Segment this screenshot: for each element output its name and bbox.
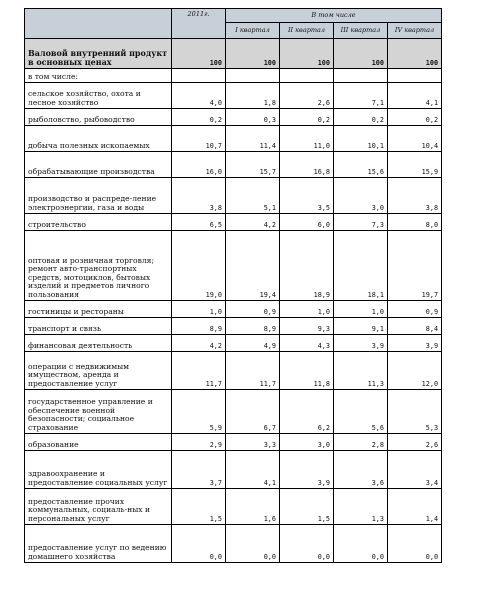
row-value: 6,0 xyxy=(280,214,334,231)
row-value: 3,8 xyxy=(388,178,442,214)
row-label: обрабатывающие производства xyxy=(25,152,172,178)
row-value: 3,8 xyxy=(172,178,226,214)
row-value: 8,0 xyxy=(388,214,442,231)
row-label: гостиницы и рестораны xyxy=(25,301,172,318)
row-value: 0,2 xyxy=(388,109,442,126)
row-value: 8,9 xyxy=(172,318,226,335)
row-value: 10,1 xyxy=(334,126,388,152)
row-label: здравоохранение и предоставление социальных услуг xyxy=(25,451,172,489)
row-value: 2,6 xyxy=(280,83,334,109)
row-value: 19,7 xyxy=(388,231,442,301)
table-row xyxy=(25,178,442,214)
row-value: 3,9 xyxy=(334,335,388,352)
row-value: 5,6 xyxy=(334,390,388,434)
row-label: производство и распреде-ление электроэнергии, газа и воды xyxy=(25,178,172,214)
table-row xyxy=(25,109,442,126)
row-label: операции с недвижимым имуществом, аренда и предоставление услуг xyxy=(25,352,172,390)
row-value: 1,0 xyxy=(280,301,334,318)
row-value: 4,3 xyxy=(280,335,334,352)
row-value: 3,7 xyxy=(172,451,226,489)
header-quarter-3: III квартал xyxy=(334,23,388,39)
subheader-label: в том числе: xyxy=(25,69,172,83)
row-value: 1,4 xyxy=(388,489,442,525)
table-row xyxy=(25,390,442,434)
row-value: 16,0 xyxy=(172,152,226,178)
row-value: 9,1 xyxy=(334,318,388,335)
header-row-1 xyxy=(25,9,442,23)
row-value: 1,8 xyxy=(226,83,280,109)
row-label: государственное управление и обеспечение военной безопасности; социальное страхование xyxy=(25,390,172,434)
row-value: 4,0 xyxy=(172,83,226,109)
row-value: 6,2 xyxy=(280,390,334,434)
row-label: транспорт и связь xyxy=(25,318,172,335)
row-value: 0,2 xyxy=(280,109,334,126)
row-value: 15,7 xyxy=(226,152,280,178)
row-value: 0,2 xyxy=(334,109,388,126)
row-value: 1,5 xyxy=(172,489,226,525)
row-value: 7,1 xyxy=(334,83,388,109)
row-value: 3,9 xyxy=(388,335,442,352)
row-value: 3,3 xyxy=(226,434,280,451)
row-value: 9,3 xyxy=(280,318,334,335)
row-value: 5,9 xyxy=(172,390,226,434)
row-value: 3,5 xyxy=(280,178,334,214)
gdp-label: Валовой внутренний продукт в основных ценах xyxy=(25,39,172,69)
table-row xyxy=(25,525,442,563)
row-value: 0,9 xyxy=(388,301,442,318)
table-container xyxy=(24,8,444,608)
row-value: 11,3 xyxy=(334,352,388,390)
row-value: 0,9 xyxy=(226,301,280,318)
row-value: 1,3 xyxy=(334,489,388,525)
row-value: 2,9 xyxy=(172,434,226,451)
row-value: 3,0 xyxy=(334,178,388,214)
row-value: 8,4 xyxy=(388,318,442,335)
subheader-row xyxy=(25,69,442,83)
row-value: 3,4 xyxy=(388,451,442,489)
row-value: 6,5 xyxy=(172,214,226,231)
row-value: 12,0 xyxy=(388,352,442,390)
row-value: 6,7 xyxy=(226,390,280,434)
row-value: 4,9 xyxy=(226,335,280,352)
row-value: 4,2 xyxy=(172,335,226,352)
row-value: 0,0 xyxy=(172,525,226,563)
row-value: 3,6 xyxy=(334,451,388,489)
table-row xyxy=(25,126,442,152)
row-value: 11,0 xyxy=(280,126,334,152)
row-value: 5,1 xyxy=(226,178,280,214)
row-value: 0,0 xyxy=(388,525,442,563)
table-row xyxy=(25,318,442,335)
row-value: 15,6 xyxy=(334,152,388,178)
row-label: предоставление прочих коммунальных, социаль-ных и персональных услуг xyxy=(25,489,172,525)
row-label: сельское хозяйство, охота и лесное хозяйство xyxy=(25,83,172,109)
row-value: 0,0 xyxy=(280,525,334,563)
gdp-value-q2: 100 xyxy=(280,39,334,69)
gdp-value-q3: 100 xyxy=(334,39,388,69)
row-value: 0,3 xyxy=(226,109,280,126)
row-value: 15,9 xyxy=(388,152,442,178)
row-value: 4,1 xyxy=(388,83,442,109)
row-value: 11,4 xyxy=(226,126,280,152)
table-row xyxy=(25,231,442,301)
row-value: 5,3 xyxy=(388,390,442,434)
row-value: 18,1 xyxy=(334,231,388,301)
row-value: 0,0 xyxy=(226,525,280,563)
table-row xyxy=(25,335,442,352)
row-value: 10,4 xyxy=(388,126,442,152)
row-value: 11,7 xyxy=(172,352,226,390)
row-value: 10,7 xyxy=(172,126,226,152)
row-value: 7,3 xyxy=(334,214,388,231)
table-row xyxy=(25,152,442,178)
header-quarter-2: II квартал xyxy=(280,23,334,39)
gdp-value-q4: 100 xyxy=(388,39,442,69)
header-quarter-4: IV квартал xyxy=(388,23,442,39)
table-row xyxy=(25,214,442,231)
row-value: 4,2 xyxy=(226,214,280,231)
table-row xyxy=(25,451,442,489)
row-value: 1,0 xyxy=(334,301,388,318)
row-value: 1,6 xyxy=(226,489,280,525)
row-value: 3,9 xyxy=(280,451,334,489)
gdp-value-year: 100 xyxy=(172,39,226,69)
row-label: оптовая и розничная торговля; ремонт авто-транспортных средств, мотоциклов, бытовых изделий и предметов личного пользования xyxy=(25,231,172,301)
row-value: 3,0 xyxy=(280,434,334,451)
row-value: 2,6 xyxy=(388,434,442,451)
row-label: предоставление услуг по ведению домашнего хозяйства xyxy=(25,525,172,563)
header-year: 2011г. xyxy=(172,9,226,39)
row-label: финансовая деятельность xyxy=(25,335,172,352)
gdp-structure-table xyxy=(24,8,442,563)
gdp-value-q1: 100 xyxy=(226,39,280,69)
row-value: 1,0 xyxy=(172,301,226,318)
table-row xyxy=(25,352,442,390)
row-value: 11,7 xyxy=(226,352,280,390)
row-value: 18,9 xyxy=(280,231,334,301)
row-value: 1,5 xyxy=(280,489,334,525)
row-value: 19,0 xyxy=(172,231,226,301)
row-value: 19,4 xyxy=(226,231,280,301)
row-label: добыча полезных ископаемых xyxy=(25,126,172,152)
header-including: В том числе xyxy=(226,9,442,23)
table-row xyxy=(25,301,442,318)
gdp-row xyxy=(25,39,442,69)
row-value: 11,8 xyxy=(280,352,334,390)
header-corner-cell xyxy=(25,9,172,39)
table-row xyxy=(25,489,442,525)
row-value: 0,0 xyxy=(334,525,388,563)
header-quarter-1: I квартал xyxy=(226,23,280,39)
table-row xyxy=(25,434,442,451)
row-value: 8,9 xyxy=(226,318,280,335)
row-value: 0,2 xyxy=(172,109,226,126)
row-label: рыболовство, рыбоводство xyxy=(25,109,172,126)
row-value: 2,8 xyxy=(334,434,388,451)
table-row xyxy=(25,83,442,109)
row-value: 4,1 xyxy=(226,451,280,489)
row-label: строительство xyxy=(25,214,172,231)
row-label: образование xyxy=(25,434,172,451)
row-value: 16,8 xyxy=(280,152,334,178)
